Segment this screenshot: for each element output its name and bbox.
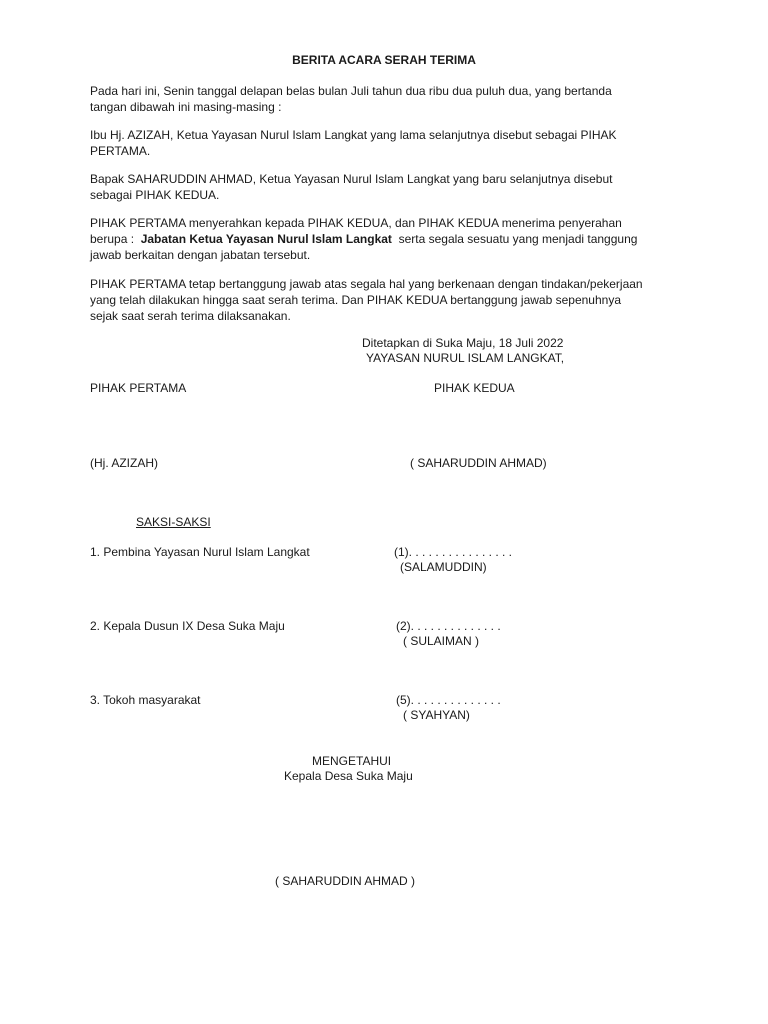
document-title: BERITA ACARA SERAH TERIMA	[292, 53, 476, 67]
organization-name: YAYASAN NURUL ISLAM LANGKAT,	[366, 351, 565, 365]
handover-position-title: Jabatan Ketua Yayasan Nurul Islam Langkat	[140, 232, 392, 246]
second-party-line-1: Bapak SAHARUDDIN AHMAD, Ketua Yayasan Nurul Islam Langkat yang baru selanjutnya disebut	[90, 172, 613, 186]
first-party-line-2: PERTAMA.	[90, 144, 151, 158]
first-party-label: PIHAK PERTAMA	[90, 381, 187, 395]
witness-role: 3. Tokoh masyarakat	[90, 693, 201, 707]
first-party-line-1: Ibu Hj. AZIZAH, Ketua Yayasan Nurul Islam Langkat yang lama selanjutnya disebut sebagai PIHAK	[90, 128, 617, 142]
witness-name: ( SYAHYAN)	[403, 708, 470, 722]
acknowledge-signatory: ( SAHARUDDIN AHMAD )	[275, 874, 416, 888]
responsibility-line-3: sejak saat serah terima dilaksanakan.	[90, 309, 291, 323]
witness-role: 2. Kepala Dusun IX Desa Suka Maju	[90, 619, 285, 633]
responsibility-line-1: PIHAK PERTAMA tetap bertanggung jawab atas segala hal yang berkenaan dengan tindakan/pekerjaan	[90, 277, 643, 291]
witness-signature-line: (5). . . . . . . . . . . . . .	[396, 693, 501, 707]
handover-line-2-suffix: serta segala sesuatu yang menjadi tanggung	[391, 232, 638, 246]
second-party-line-2: sebagai PIHAK KEDUA.	[90, 188, 220, 202]
acknowledge-title: Kepala Desa Suka Maju	[284, 769, 413, 783]
opening-line-2: tangan dibawah ini masing-masing :	[90, 100, 282, 114]
second-party-signatory: ( SAHARUDDIN AHMAD)	[410, 456, 547, 470]
responsibility-paragraph	[90, 276, 690, 324]
second-party-paragraph	[90, 171, 690, 203]
witness-signature-line: (2). . . . . . . . . . . . . .	[396, 619, 501, 633]
handover-paragraph	[90, 215, 690, 263]
handover-line-3: jawab berkaitan dengan jabatan tersebut.	[90, 248, 311, 262]
handover-line-2	[90, 231, 690, 247]
opening-paragraph	[90, 83, 690, 115]
witness-name: ( SULAIMAN )	[403, 634, 480, 648]
responsibility-line-2: yang telah dilakukan hingga saat serah terima. Dan PIHAK KEDUA bertanggung jawab sepenuhnya	[90, 293, 622, 307]
witness-name: (SALAMUDDIN)	[400, 560, 487, 574]
witness-signature-line: (1). . . . . . . . . . . . . . . .	[394, 545, 513, 559]
handover-line-2-prefix: berupa :	[90, 232, 141, 246]
opening-line-1: Pada hari ini, Senin tanggal delapan belas bulan Juli tahun dua ribu dua puluh dua, yang bertanda	[90, 84, 612, 98]
first-party-paragraph	[90, 127, 690, 159]
witness-role: 1. Pembina Yayasan Nurul Islam Langkat	[90, 545, 310, 559]
handover-line-1: PIHAK PERTAMA menyerahkan kepada PIHAK KEDUA, dan PIHAK KEDUA menerima penyerahan	[90, 216, 622, 230]
place-date: Ditetapkan di Suka Maju, 18 Juli 2022	[362, 336, 564, 350]
acknowledge-label: MENGETAHUI	[312, 754, 392, 768]
first-party-signatory: (Hj. AZIZAH)	[90, 456, 158, 470]
second-party-label: PIHAK KEDUA	[434, 381, 515, 395]
witnesses-heading: SAKSI-SAKSI	[136, 515, 211, 529]
